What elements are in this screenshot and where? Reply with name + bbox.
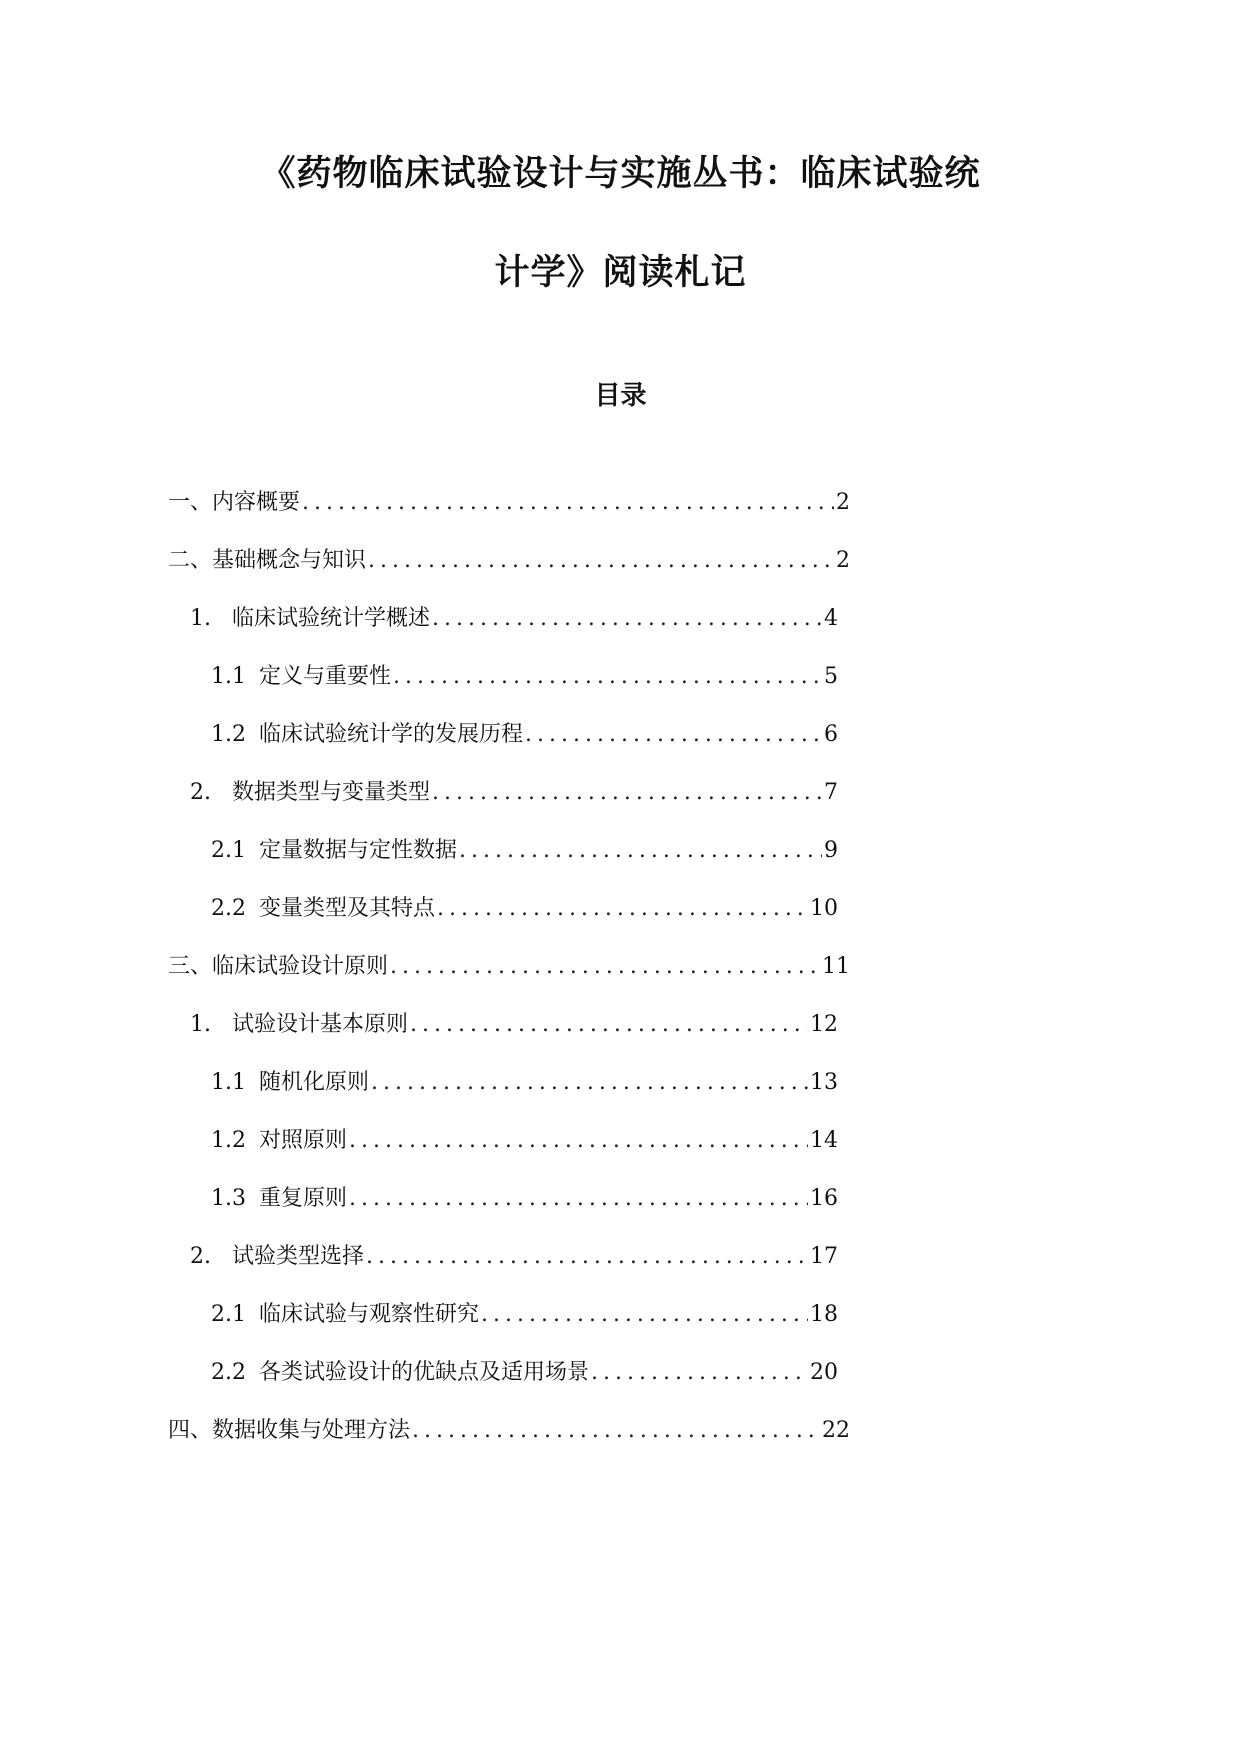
toc-entry-page: 20 xyxy=(810,1360,838,1385)
toc-entry-page: 14 xyxy=(810,1128,838,1153)
toc-entry-page: 2 xyxy=(836,490,850,515)
toc-entry[interactable] xyxy=(168,950,850,984)
toc-entry[interactable] xyxy=(168,544,850,578)
document-title-line-1: 《药物临床试验设计与实施丛书：临床试验统 xyxy=(260,153,981,194)
toc-dot-leader xyxy=(391,660,822,694)
toc-dot-leader xyxy=(366,544,834,578)
toc-entry-page: 6 xyxy=(824,722,838,747)
toc-entry-page: 22 xyxy=(822,1418,850,1443)
toc-entry-number: 1.3 xyxy=(211,1186,246,1211)
toc-dot-leader xyxy=(347,1182,808,1216)
toc-entry-number: 一、 xyxy=(168,490,213,515)
toc-entry-title: 临床试验与观察性研究 xyxy=(259,1302,480,1327)
toc-heading: 目录 xyxy=(594,381,647,411)
toc-entry[interactable] xyxy=(211,834,838,868)
toc-entry-number: 2. xyxy=(190,1244,211,1269)
toc-entry-title: 数据收集与处理方法 xyxy=(212,1418,411,1443)
toc-entry-page: 7 xyxy=(824,780,838,805)
toc-dot-leader xyxy=(457,834,822,868)
toc-entry-title: 对照原则 xyxy=(259,1128,348,1153)
toc-entry[interactable] xyxy=(211,660,838,694)
toc-entry-title: 各类试验设计的优缺点及适用场景 xyxy=(259,1360,590,1385)
toc-entry[interactable] xyxy=(211,1356,838,1390)
toc-entry-page: 4 xyxy=(824,606,838,631)
toc-dot-leader xyxy=(410,1414,820,1448)
toc-entry-title: 内容概要 xyxy=(212,490,301,515)
toc-entry-number: 1.2 xyxy=(211,722,246,747)
toc-dot-leader xyxy=(430,776,822,810)
toc-entry-title: 变量类型及其特点 xyxy=(259,896,436,921)
toc-entry-title: 临床试验统计学概述 xyxy=(232,606,431,631)
toc-dot-leader xyxy=(364,1240,808,1274)
toc-dot-leader xyxy=(347,1124,808,1158)
toc-entry[interactable] xyxy=(190,1240,838,1274)
toc-entry[interactable] xyxy=(190,602,838,636)
document-title-line-2: 计学》阅读札记 xyxy=(494,252,747,293)
toc-dot-leader xyxy=(589,1356,808,1390)
toc-entry-page: 5 xyxy=(824,664,838,689)
toc-entry[interactable] xyxy=(190,1008,838,1042)
toc-dot-leader xyxy=(435,892,808,926)
toc-entry-page: 13 xyxy=(810,1070,838,1095)
toc-entry-title: 随机化原则 xyxy=(259,1070,370,1095)
toc-entry[interactable] xyxy=(211,718,838,752)
toc-entry-number: 1.2 xyxy=(211,1128,246,1153)
toc-entry-number: 1.1 xyxy=(211,664,246,689)
toc-entry[interactable] xyxy=(168,1414,850,1448)
toc-entry[interactable] xyxy=(211,892,838,926)
toc-dot-leader xyxy=(430,602,822,636)
toc-entry-page: 16 xyxy=(810,1186,838,1211)
toc-entry-number: 1.1 xyxy=(211,1070,246,1095)
toc-entry-title: 试验设计基本原则 xyxy=(232,1012,409,1037)
toc-entry-title: 试验类型选择 xyxy=(232,1244,365,1269)
toc-entry-page: 12 xyxy=(810,1012,838,1037)
toc-entry-title: 基础概念与知识 xyxy=(212,548,367,573)
toc-entry-number: 1. xyxy=(190,1012,211,1037)
toc-dot-leader xyxy=(523,718,822,752)
toc-entry[interactable] xyxy=(168,486,850,520)
toc-entry-number: 2.1 xyxy=(211,1302,246,1327)
toc-entry-page: 17 xyxy=(810,1244,838,1269)
toc-entry-title: 重复原则 xyxy=(259,1186,348,1211)
toc-entry[interactable] xyxy=(211,1066,838,1100)
toc-entry-title: 临床试验设计原则 xyxy=(212,954,389,979)
toc-entry-number: 2.2 xyxy=(211,1360,246,1385)
toc-entry-number: 2.1 xyxy=(211,838,246,863)
toc-entry-number: 四、 xyxy=(168,1418,213,1443)
toc-dot-leader xyxy=(408,1008,808,1042)
toc-entry-number: 二、 xyxy=(168,548,213,573)
toc-entry-title: 定量数据与定性数据 xyxy=(259,838,458,863)
toc-entry-page: 11 xyxy=(822,954,850,979)
toc-dot-leader xyxy=(388,950,820,984)
toc-entry-page: 10 xyxy=(810,896,838,921)
toc-entry-number: 1. xyxy=(190,606,211,631)
toc-entry[interactable] xyxy=(211,1124,838,1158)
toc-entry[interactable] xyxy=(190,776,838,810)
toc-entry[interactable] xyxy=(211,1298,838,1332)
toc-entry-page: 2 xyxy=(836,548,850,573)
toc-entry-page: 9 xyxy=(824,838,838,863)
toc-entry-title: 临床试验统计学的发展历程 xyxy=(259,722,524,747)
toc-entry-page: 18 xyxy=(810,1302,838,1327)
toc-entry-number: 2.2 xyxy=(211,896,246,921)
toc-dot-leader xyxy=(300,486,834,520)
toc-entry[interactable] xyxy=(211,1182,838,1216)
toc-entry-number: 2. xyxy=(190,780,211,805)
toc-entry-title: 数据类型与变量类型 xyxy=(232,780,431,805)
toc-dot-leader xyxy=(479,1298,808,1332)
toc-dot-leader xyxy=(369,1066,808,1100)
toc-entry-title: 定义与重要性 xyxy=(259,664,392,689)
toc-entry-number: 三、 xyxy=(168,954,213,979)
